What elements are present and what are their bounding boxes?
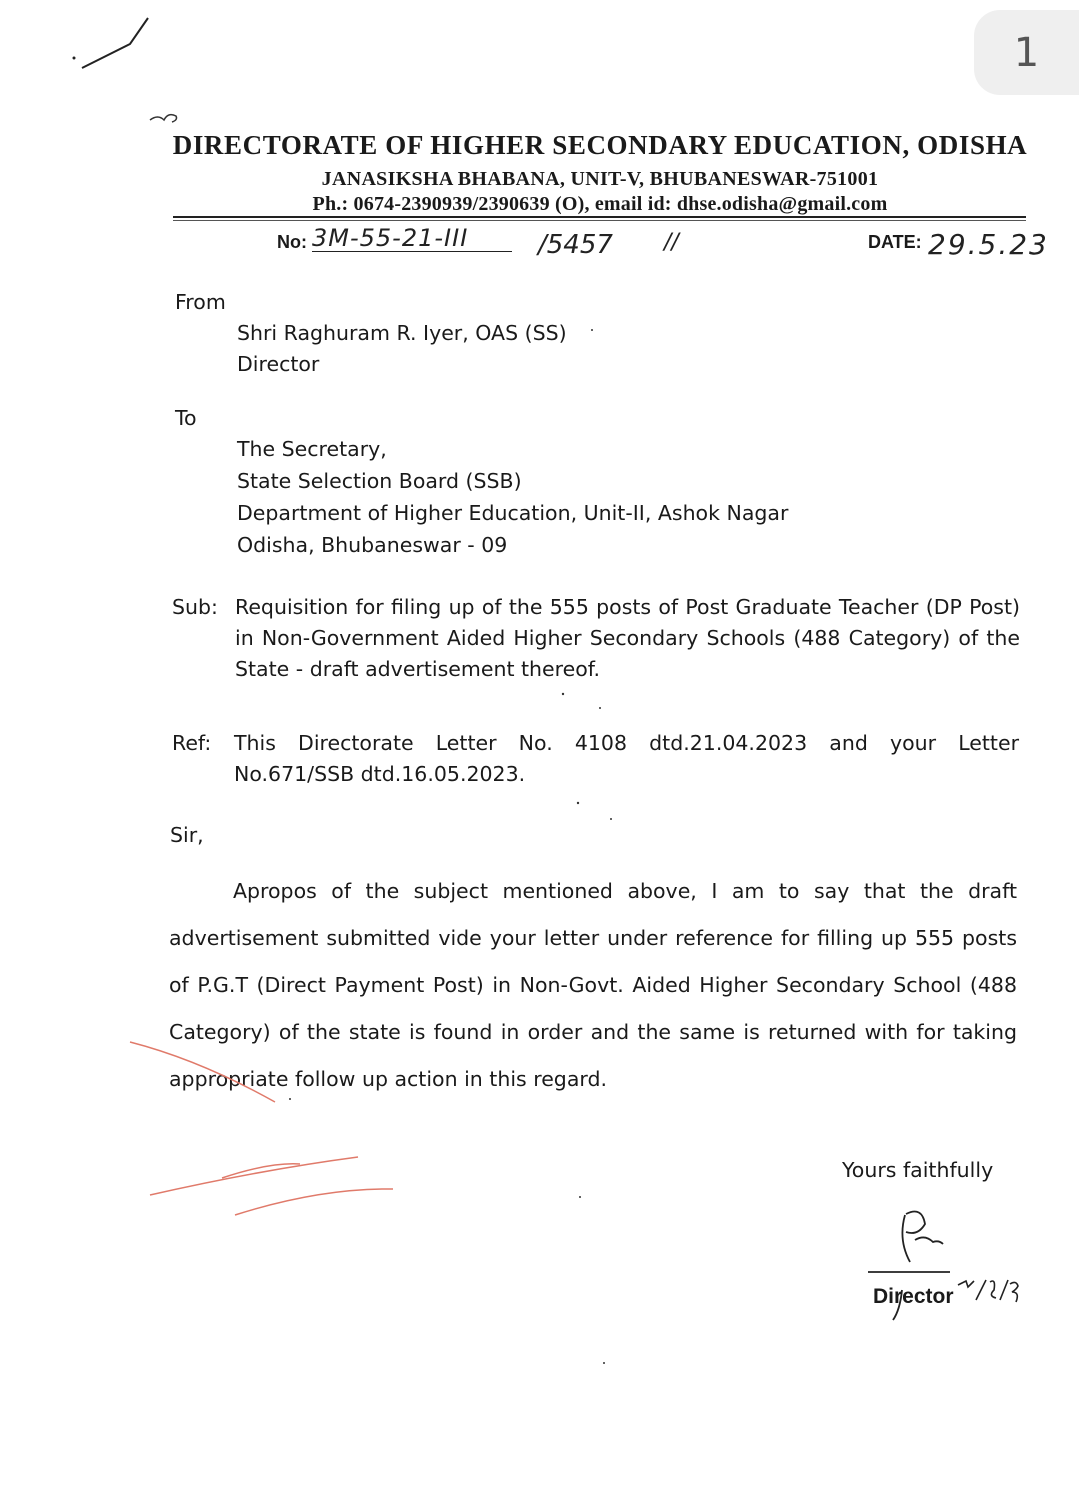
red-strike-mark	[130, 1042, 275, 1102]
letter-no-handwritten: 3M-55-21-III	[312, 224, 469, 252]
recipient-line: The Secretary,	[237, 437, 387, 461]
ink-dot	[73, 57, 76, 60]
signatory-title: Director	[873, 1285, 954, 1308]
reference-text: This Directorate Letter No. 4108 dtd.21.04.2023 and your Letter No.671/SSB dtd.16.05.2023.	[234, 731, 1019, 786]
speck	[579, 1196, 581, 1198]
speck	[577, 802, 579, 804]
closing: Yours faithfully	[842, 1158, 994, 1182]
letter-no-serial: /5457	[538, 230, 613, 260]
speck	[289, 1098, 291, 1100]
salutation: Sir,	[170, 823, 204, 847]
recipient-line: Department of Higher Education, Unit-II, Ashok Nagar	[237, 501, 789, 525]
speck	[603, 1362, 605, 1364]
letter-no-suffix: //	[664, 230, 679, 255]
signature	[868, 1212, 950, 1320]
subject-label: Sub:	[172, 595, 218, 619]
org-title: DIRECTORATE OF HIGHER SECONDARY EDUCATION, ODISHA	[172, 130, 1028, 160]
speck	[562, 693, 564, 695]
page-number-badge: 1	[974, 10, 1079, 95]
speck	[591, 329, 593, 331]
recipient-line: Odisha, Bhubaneswar - 09	[237, 533, 508, 557]
subject-text: Requisition for filing up of the 555 posts of Post Graduate Teacher (DP Post) in Non-Government Aided Higher Secondary Schools (488 Category) of the State - draft advertisement thereof.	[235, 595, 1020, 681]
speck	[599, 707, 601, 709]
red-strike-mark	[222, 1164, 300, 1178]
to-label: To	[175, 406, 197, 430]
from-label: From	[175, 290, 226, 314]
date-handwritten: 29.5.23	[928, 228, 1049, 261]
signature-date	[958, 1280, 1018, 1302]
speck	[610, 818, 612, 820]
sender-designation: Director	[237, 352, 320, 376]
tick-mark	[82, 18, 148, 68]
red-strike-mark	[150, 1157, 358, 1195]
org-contact: Ph.: 0674-2390939/2390639 (O), email id: dhse.odisha@gmail.com	[312, 193, 888, 215]
org-address: JANASIKSHA BHABANA, UNIT-V, BHUBANESWAR-751001	[321, 168, 879, 190]
sender-name: Shri Raghuram R. Iyer, OAS (SS)	[237, 321, 567, 345]
letter-no-label: No:	[277, 232, 307, 252]
red-strike-mark	[235, 1189, 393, 1215]
recipient-line: State Selection Board (SSB)	[237, 469, 522, 493]
reference-label: Ref:	[172, 731, 212, 755]
date-label: DATE:	[868, 232, 922, 252]
initial-scribble	[150, 115, 177, 122]
body-paragraph: Apropos of the subject mentioned above, I am to say that the draft advertisement submitted vide your letter under reference for filling up 555 posts of P.G.T (Direct Payment Post) in Non-Govt. Aided Higher Secondary School (488 Category) of the state is found in order and the same is returned with for taking appropriate follow up action in this regard.	[169, 879, 1017, 1091]
